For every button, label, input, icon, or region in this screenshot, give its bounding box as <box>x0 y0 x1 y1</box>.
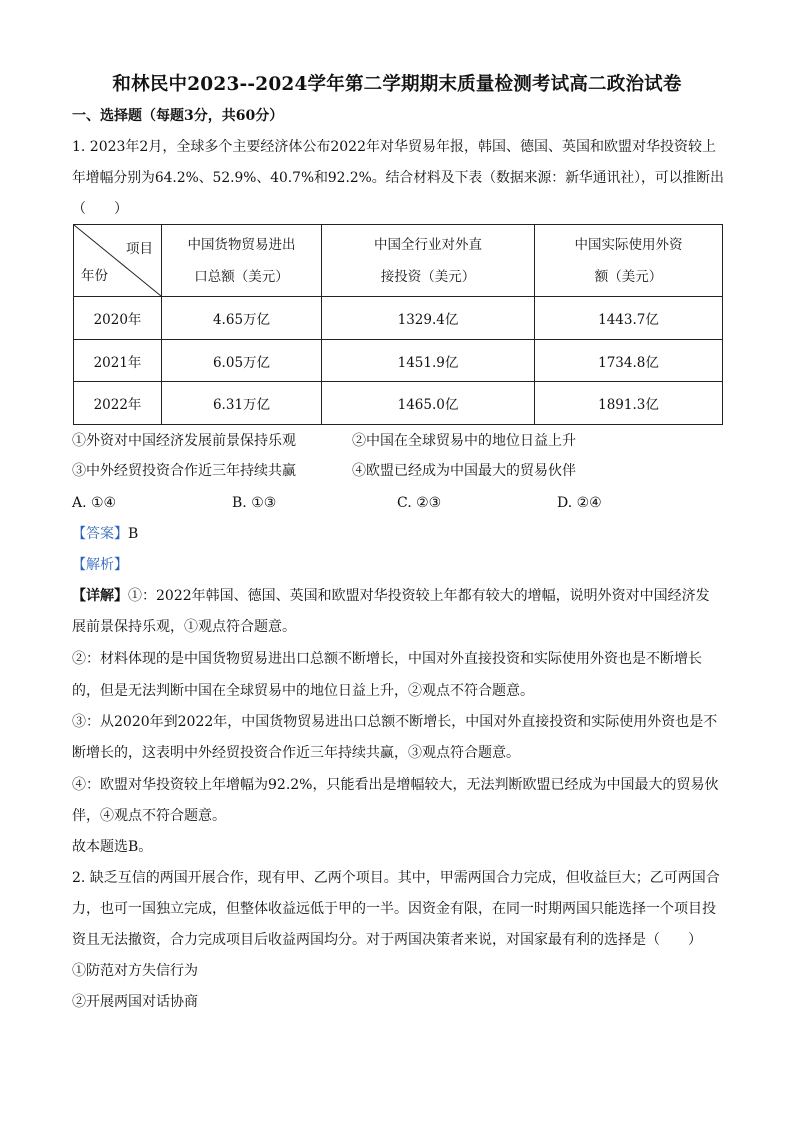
table-header-cell <box>535 225 723 297</box>
q1-choice-a: A. ①④ <box>72 495 117 511</box>
explanation-text: ①：2022年韩国、德国、英国和欧盟对华投资较上年都有较大的增幅，说明外资对中国经济发 <box>128 588 710 604</box>
q1-stem-line-3: （ ） <box>72 201 128 217</box>
table-row <box>74 382 723 425</box>
trade-data-table <box>73 224 723 425</box>
year-cell: 2020年 <box>74 297 162 340</box>
value-cell: 6.05万亿 <box>162 340 322 382</box>
value-cell: 1734.8亿 <box>535 340 723 382</box>
q1-choice-b: B. ①③ <box>232 495 277 511</box>
explanation-2-line-2: 的，但是无法判断中国在全球贸易中的地位日益上升，②观点不符合题意。 <box>72 683 534 699</box>
table-corner-cell <box>74 225 162 297</box>
q1-choice-c: C. ②③ <box>397 495 442 511</box>
exam-title: 和林民中2023--2024学年第二学期期末质量检测考试高二政治试卷 <box>112 74 682 95</box>
analysis-tag: 【解析】 <box>72 557 128 573</box>
table-row <box>74 297 723 340</box>
q1-conclusion: 故本题选B。 <box>72 839 153 855</box>
q2-option-1: ①防范对方失信行为 <box>72 963 198 979</box>
table-header-cell <box>162 225 322 297</box>
detail-tag: 【详解】 <box>72 588 128 604</box>
answer-tag: 【答案】 <box>72 526 128 542</box>
table-row <box>74 340 723 382</box>
value-cell: 1443.7亿 <box>535 297 723 340</box>
year-cell: 2021年 <box>74 340 162 382</box>
header-text: 中国货物贸易进出 <box>187 236 296 253</box>
corner-label-year: 年份 <box>81 268 108 284</box>
explanation-3-line-1: ③：从2020年到2022年，中国货物贸易进出口总额不断增长，中国对外直接投资和实际使用外资也是不 <box>72 714 718 730</box>
answer-value: B <box>128 526 139 542</box>
value-cell: 1329.4亿 <box>322 297 535 340</box>
header-text: 中国实际使用外资 <box>574 236 683 253</box>
explanation-1-line-1 <box>72 587 724 605</box>
header-text: 口总额（美元） <box>194 268 289 285</box>
q2-stem-line-1: 2. 缺乏互信的两国开展合作，现有甲、乙两个项目。其中，甲需两国合力完成，但收益巨大；乙可两国合 <box>72 870 720 886</box>
q1-option-1: ①外资对中国经济发展前景保持乐观 <box>72 433 296 449</box>
q2-stem-line-3: 资且无法撤资，合力完成项目后收益两国均分。对于两国决策者来说，对国家最有利的选择是（ ） <box>72 932 702 948</box>
value-cell: 1451.9亿 <box>322 340 535 382</box>
year-cell: 2022年 <box>74 382 162 425</box>
diagonal-line <box>74 225 161 296</box>
table-header-row <box>74 225 723 297</box>
explanation-3-line-2: 断增长的，这表明中外经贸投资合作近三年持续共赢，③观点符合题意。 <box>72 745 520 761</box>
header-text: 中国全行业对外直 <box>374 236 482 253</box>
section-heading: 一、选择题（每题3分，共60分） <box>72 108 284 124</box>
explanation-4-line-2: 伴，④观点不符合题意。 <box>72 808 226 824</box>
q1-option-2: ②中国在全球贸易中的地位日益上升 <box>352 433 576 449</box>
q1-choice-d: D. ②④ <box>557 495 602 511</box>
q2-option-2: ②开展两国对话协商 <box>72 994 198 1010</box>
q1-option-3: ③中外经贸投资合作近三年持续共赢 <box>72 463 296 479</box>
q1-option-4: ④欧盟已经成为中国最大的贸易伙伴 <box>352 463 576 479</box>
explanation-1-line-2: 展前景保持乐观，①观点符合题意。 <box>72 619 296 635</box>
explanation-4-line-1: ④：欧盟对华投资较上年增幅为92.2%，只能看出是增幅较大，无法判断欧盟已经成为中国最大的贸易伙 <box>72 777 719 793</box>
answer-line <box>72 525 138 543</box>
explanation-2-line-1: ②：材料体现的是中国货物贸易进出口总额不断增长，中国对外直接投资和实际使用外资也是不断增长 <box>72 651 702 667</box>
q2-stem-line-2: 力，也可一国独立完成，但整体收益远低于甲的一半。因资金有限，在同一时期两国只能选择一个项目投 <box>72 901 716 917</box>
header-text: 额（美元） <box>594 268 663 285</box>
value-cell: 1465.0亿 <box>322 382 535 425</box>
value-cell: 4.65万亿 <box>162 297 322 340</box>
header-text: 接投资（美元） <box>380 268 476 285</box>
value-cell: 6.31万亿 <box>162 382 322 425</box>
q1-stem-line-1: 1. 2023年2月，全球多个主要经济体公布2022年对华贸易年报，韩国、德国、英国和欧盟对华投资较上 <box>72 139 716 155</box>
corner-label-item: 项目 <box>126 241 153 257</box>
table-header-cell <box>322 225 535 297</box>
q1-stem-line-2: 年增幅分别为64.2%、52.9%、40.7%和92.2%。结合材料及下表（数据来源：新华通讯社），可以推断出 <box>72 170 724 186</box>
value-cell: 1891.3亿 <box>535 382 723 425</box>
